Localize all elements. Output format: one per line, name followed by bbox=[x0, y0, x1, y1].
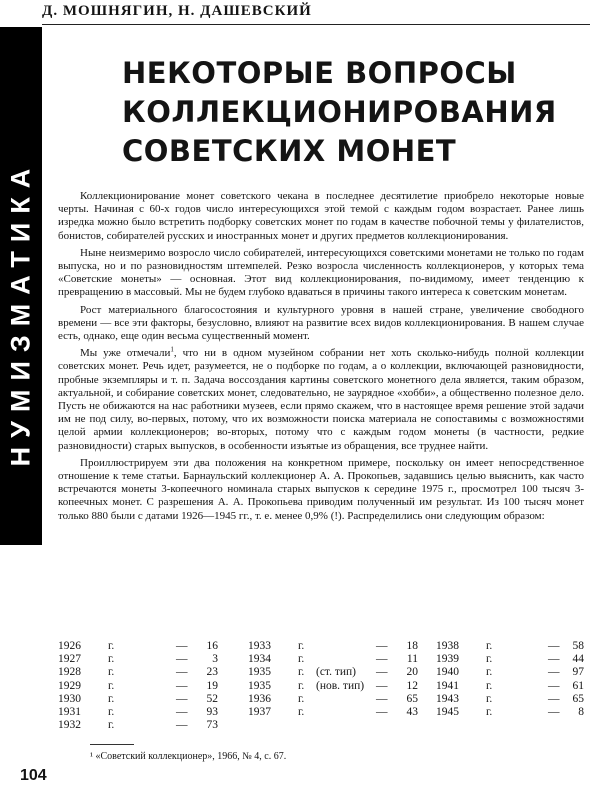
dash-separator: — bbox=[176, 692, 188, 705]
type-note-cell: (нов. тип) bbox=[316, 679, 365, 692]
table-column bbox=[248, 640, 418, 719]
year-unit-cell: г. bbox=[298, 653, 305, 666]
dash-separator: — bbox=[376, 679, 388, 692]
count-cell: 73 bbox=[206, 719, 218, 732]
year-cell: 1926 bbox=[58, 640, 81, 652]
year-cell: 1938 bbox=[436, 640, 459, 652]
paragraph: Рост материального благосостояния и культурного уровня в нашей стране, увеличение свободного времени — все эти факторы, безусловно, влияют на развитие всех видов коллекционирования. В нашем случае есть, однако, еще один весьма существенный момент. bbox=[58, 303, 584, 343]
year-unit-cell: г. bbox=[298, 679, 305, 692]
count-cell: 23 bbox=[206, 666, 218, 679]
count-cell: 3 bbox=[212, 653, 218, 666]
year-cell: 1943 bbox=[436, 692, 459, 705]
count-cell: 18 bbox=[406, 640, 418, 652]
section-label: НУМИЗМАТИКА bbox=[5, 159, 36, 467]
year-cell: 1928 bbox=[58, 666, 81, 679]
count-cell: 43 bbox=[406, 705, 418, 718]
page-number: 104 bbox=[20, 767, 47, 784]
table-row bbox=[58, 719, 218, 732]
table-row bbox=[248, 680, 418, 693]
year-unit-cell: г. bbox=[108, 679, 115, 692]
section-strip bbox=[0, 27, 42, 545]
footnote-marker[interactable]: 1 bbox=[170, 345, 174, 354]
count-cell: 61 bbox=[572, 679, 584, 692]
year-cell: 1930 bbox=[58, 692, 81, 705]
dash-separator: — bbox=[376, 666, 388, 679]
dash-separator: — bbox=[176, 666, 188, 679]
year-cell: 1939 bbox=[436, 653, 459, 666]
year-unit-cell: г. bbox=[108, 653, 115, 666]
year-cell: 1934 bbox=[248, 653, 271, 666]
year-unit-cell: г. bbox=[298, 640, 305, 652]
table-row bbox=[436, 706, 584, 719]
article-authors: Д. МОШНЯГИН, Н. ДАШЕВСКИЙ bbox=[42, 3, 312, 19]
dash-separator: — bbox=[376, 640, 388, 652]
count-cell: 11 bbox=[406, 653, 418, 666]
table-row bbox=[436, 693, 584, 706]
year-unit-cell: г. bbox=[108, 640, 115, 652]
table-row bbox=[436, 640, 584, 653]
table-column bbox=[436, 640, 584, 719]
dash-separator: — bbox=[176, 653, 188, 666]
count-cell: 12 bbox=[406, 679, 418, 692]
count-cell: 65 bbox=[572, 692, 584, 705]
table-row bbox=[248, 693, 418, 706]
dash-separator: — bbox=[376, 653, 388, 666]
year-cell: 1940 bbox=[436, 666, 459, 679]
dash-separator: — bbox=[376, 692, 388, 705]
dash-separator: — bbox=[548, 653, 560, 666]
count-cell: 44 bbox=[572, 653, 584, 666]
table-row bbox=[436, 680, 584, 693]
year-unit-cell: г. bbox=[486, 705, 493, 718]
year-cell: 1941 bbox=[436, 679, 459, 692]
year-unit-cell: г. bbox=[108, 705, 115, 718]
count-cell: 19 bbox=[206, 679, 218, 692]
table-row bbox=[248, 640, 418, 653]
table-row bbox=[58, 666, 218, 679]
type-note-cell: (ст. тип) bbox=[316, 666, 357, 679]
count-cell: 58 bbox=[572, 640, 584, 652]
title-line: СОВЕТСКИХ МОНЕТ bbox=[122, 134, 457, 168]
year-cell: 1935 bbox=[248, 666, 271, 679]
footnote: ¹ «Советский коллекционер», 1966, № 4, с. 67. bbox=[90, 751, 287, 762]
paragraph: Коллекционирование монет советского чекана в последнее десятилетие приобрело некоторые новые черты. Начиная с 60-х годов число интересующихся этой темой с каждым годом возрастает. Ранее лишь изредка можно было встретить подборку советских монет по годам в качестве побочной темы у филателистов, бонистов, собирателей русских и иностранных монет и других предметов коллекционирования. bbox=[58, 190, 584, 242]
table-column bbox=[58, 640, 218, 732]
dash-separator: — bbox=[548, 640, 560, 652]
table-row bbox=[436, 653, 584, 666]
count-cell: 93 bbox=[206, 705, 218, 718]
header-rule bbox=[42, 24, 590, 25]
year-cell: 1929 bbox=[58, 679, 81, 692]
title-line: КОЛЛЕКЦИОНИРОВАНИЯ bbox=[122, 95, 557, 129]
year-unit-cell: г. bbox=[486, 640, 493, 652]
table-row bbox=[58, 706, 218, 719]
year-unit-cell: г. bbox=[486, 653, 493, 666]
year-unit-cell: г. bbox=[108, 719, 115, 732]
year-unit-cell: г. bbox=[486, 679, 493, 692]
count-cell: 16 bbox=[206, 640, 218, 652]
paragraph-text: что ни в одном музейном собрании нет хоть сколько-нибудь полной коллекции советских монет. Речь идет, разумеется, не о подборке по годам, а о коллекции, включающей разновидности, пробные экземпляры и т. п. Задача воссоздания картины советского монетного дела является, таким образом, актуальной, и собирание советских монет, следовательно, не заурядное «хобби», а общественно полезное дело. Пусть не обижаются на нас работники музеев, если прямо скажем, что в настоящее время решение этой задачи им не под силу, во-первых, потому, что их возможности поиска материала не сопоставимы с возможностями целой армии коллекционеров; во-вторых, потому что с каждым годом монеты (в частности, редкие разновидности) старых выпусков, в особенности изъятые из обращения, все труднее найти. bbox=[58, 347, 585, 452]
table-row bbox=[248, 666, 418, 679]
dash-separator: — bbox=[176, 719, 188, 732]
dash-separator: — bbox=[176, 640, 188, 652]
year-unit-cell: г. bbox=[298, 705, 305, 718]
footnote-rule bbox=[90, 744, 134, 745]
table-row bbox=[58, 640, 218, 653]
article-body bbox=[58, 190, 584, 527]
count-cell: 8 bbox=[578, 705, 584, 718]
count-cell: 97 bbox=[572, 666, 584, 679]
year-unit-cell: г. bbox=[298, 692, 305, 705]
year-cell: 1936 bbox=[248, 692, 271, 705]
year-unit-cell: г. bbox=[108, 666, 115, 679]
table-row bbox=[58, 693, 218, 706]
year-cell: 1945 bbox=[436, 705, 459, 718]
year-unit-cell: г. bbox=[486, 666, 493, 679]
dash-separator: — bbox=[548, 666, 560, 679]
year-cell: 1937 bbox=[248, 705, 271, 718]
paragraph-lead: Мы уже отмечали bbox=[80, 347, 171, 360]
dash-separator: — bbox=[548, 705, 560, 718]
year-unit-cell: г. bbox=[486, 692, 493, 705]
table-row bbox=[58, 653, 218, 666]
year-cell: 1927 bbox=[58, 653, 81, 666]
table-row bbox=[436, 666, 584, 679]
dash-separator: — bbox=[376, 705, 388, 718]
paragraph: Проиллюстрируем эти два положения на конкретном примере, поскольку он имеет непосредственное отношение к теме статьи. Барнаульский коллекционер А. А. Прокопьев, задавшись целью выяснить, как часто встречаются монеты 3-копеечного номинала старых выпусков к середине 1975 г., просмотрел 100 тысяч 3-копеечных монет. С разрешения А. А. Прокопьева приводим полученный им результат. Из 100 тысяч монет только 880 были с датами 1926—1945 гг., т. е. менее 0,9% (!). Распределились они следующим образом: bbox=[58, 456, 584, 522]
table-row bbox=[58, 680, 218, 693]
dash-separator: — bbox=[548, 679, 560, 692]
article-title bbox=[122, 54, 557, 171]
table-row bbox=[248, 653, 418, 666]
table-row bbox=[248, 706, 418, 719]
year-cell: 1931 bbox=[58, 705, 81, 718]
dash-separator: — bbox=[176, 679, 188, 692]
dash-separator: — bbox=[176, 705, 188, 718]
year-cell: 1932 bbox=[58, 719, 81, 732]
title-line: НЕКОТОРЫЕ ВОПРОСЫ bbox=[122, 56, 517, 90]
year-unit-cell: г. bbox=[298, 666, 305, 679]
year-unit-cell: г. bbox=[108, 692, 115, 705]
paragraph: Ныне неизмеримо возросло число собирателей, интересующихся советскими монетами не только по годам выпуска, но и по разновидностям штемпелей. Резко возросла численность коллекционеров, у которых тема «Советские монеты» — основная. Этот вид коллекционирования, по-видимому, имеет тенденцию к превращению в массовый. Мы не будем глубоко вдаваться в причины такого интереса к советским монетам. bbox=[58, 246, 584, 299]
dash-separator: — bbox=[548, 692, 560, 705]
paragraph-with-footnote: Мы уже отмечали$^1$, что ни в одном музейном собрании нет хоть сколько-нибудь полной коллекции советских монет. Речь идет, разумеется, не о подборке по годам, а о коллекции, включающей разновидности, пробные экземпляры и т. п. Задача воссоздания картины советского монетного дела является, таким образом, актуальной, и собирание советских монет, следовательно, не заурядное «хобби», а общественно полезное дело. Пусть не обижаются на нас работники музеев, если прямо скажем, что в настоящее время решение этой задачи им не под силу, во-первых, потому, что их возможности поиска материала не сопоставимы с возможностями целой армии коллекционеров; во-вторых, потому что с каждым годом монеты (в частности, редкие разновидности) старых выпусков, в особенности изъятые из обращения, все труднее найти. bbox=[58, 345, 585, 452]
count-cell: 52 bbox=[206, 692, 218, 705]
count-cell: 20 bbox=[406, 666, 418, 679]
year-cell: 1935 bbox=[248, 679, 271, 692]
year-cell: 1933 bbox=[248, 640, 271, 652]
count-cell: 65 bbox=[406, 692, 418, 705]
